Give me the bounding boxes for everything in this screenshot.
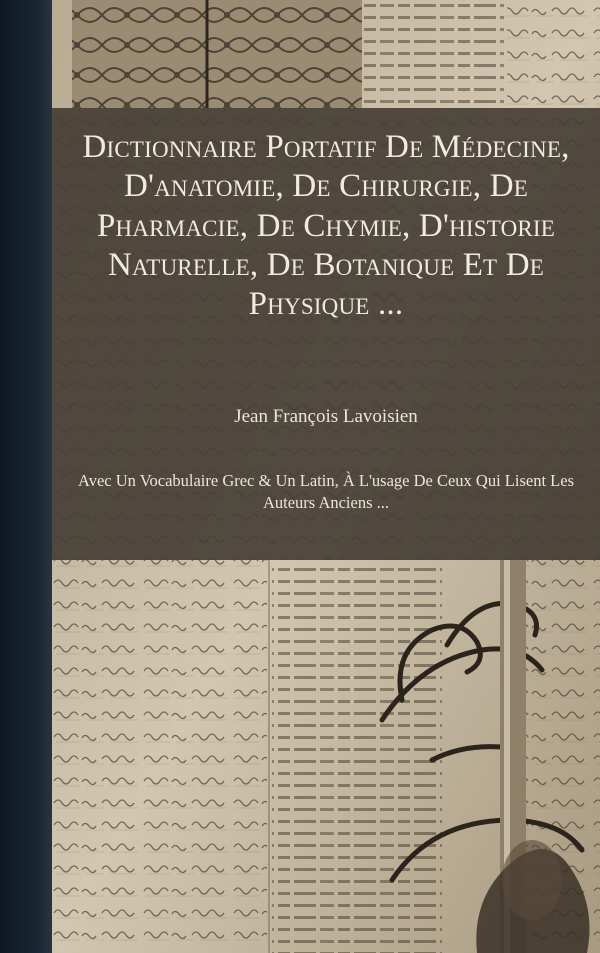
cover-spine [0,0,52,953]
book-title: Dictionnaire Portatif De Médecine, D'anatomie, De Chirurgie, De Pharmacie, De Chymie, D'historie Naturelle, De Botanique Et De Physique ... [82,129,570,323]
book-subtitle: Avec Un Vocabulaire Grec & Un Latin, À L'usage De Ceux Qui Lisent Les Auteurs Anciens ... [78,471,574,512]
book-author: Jean François Lavoisien [234,406,418,427]
